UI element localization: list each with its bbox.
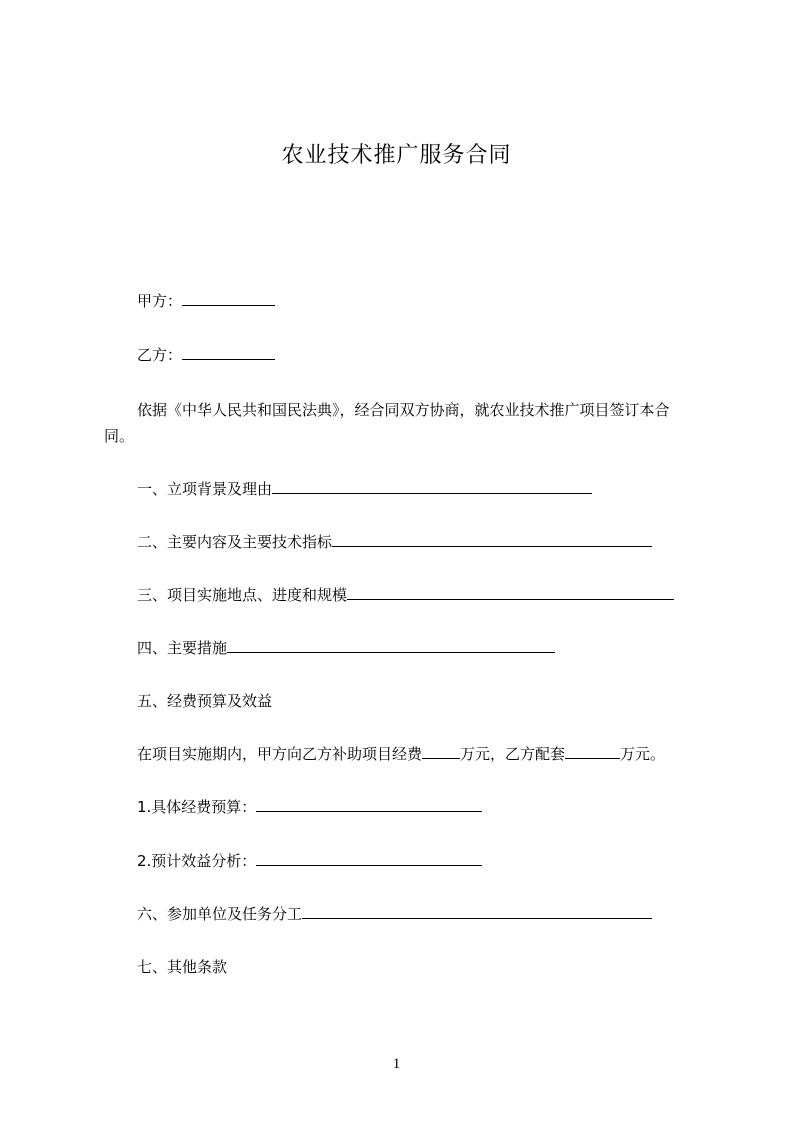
budget-item <box>137 797 482 817</box>
funding-text-3: 万元。 <box>620 745 666 763</box>
section-6-blank[interactable] <box>302 904 652 919</box>
funding-line <box>137 744 665 764</box>
party-a-blank[interactable] <box>182 291 275 306</box>
section-4-blank[interactable] <box>227 638 555 653</box>
preamble-paragraph: 依据《中华人民共和国民法典》，经合同双方协商，就农业技术推广项目签订本合同。 <box>104 401 670 445</box>
benefit-item-label: 2.预计效益分析： <box>137 852 257 870</box>
section-7 <box>137 957 227 977</box>
section-5-heading: 五、经费预算及效益 <box>137 692 273 710</box>
funding-text-2: 万元，乙方配套 <box>460 745 566 763</box>
section-5 <box>137 691 272 711</box>
section-3 <box>137 585 674 605</box>
page-number: 1 <box>392 1056 401 1072</box>
party-a-line <box>137 291 275 311</box>
budget-item-label: 1.具体经费预算： <box>137 798 257 816</box>
section-1-heading: 一、立项背景及理由 <box>137 480 273 498</box>
funding-text-1: 在项目实施期内，甲方向乙方补助项目经费 <box>137 745 423 763</box>
party-b-label: 乙方： <box>137 346 183 364</box>
section-6-heading: 六、参加单位及任务分工 <box>137 905 303 923</box>
section-2-heading: 二、主要内容及主要技术指标 <box>137 533 333 551</box>
section-4 <box>137 638 555 658</box>
section-2-blank[interactable] <box>332 532 652 547</box>
party-b-blank[interactable] <box>182 345 275 360</box>
section-3-blank[interactable] <box>347 585 674 600</box>
benefit-item <box>137 851 482 871</box>
party-b-line <box>137 345 275 365</box>
section-1-blank[interactable] <box>272 479 592 494</box>
benefit-blank[interactable] <box>256 851 482 866</box>
contract-title: 农业技术推广服务合同 <box>281 143 512 168</box>
section-2 <box>137 532 652 552</box>
budget-blank[interactable] <box>256 797 482 812</box>
section-1 <box>137 479 592 499</box>
subsidy-amount-blank[interactable] <box>422 744 460 759</box>
section-4-heading: 四、主要措施 <box>137 639 228 657</box>
section-6 <box>137 904 652 924</box>
section-7-heading: 七、其他条款 <box>137 958 228 976</box>
matching-amount-blank[interactable] <box>565 744 620 759</box>
party-a-label: 甲方： <box>137 292 183 310</box>
section-3-heading: 三、项目实施地点、进度和规模 <box>137 586 348 604</box>
